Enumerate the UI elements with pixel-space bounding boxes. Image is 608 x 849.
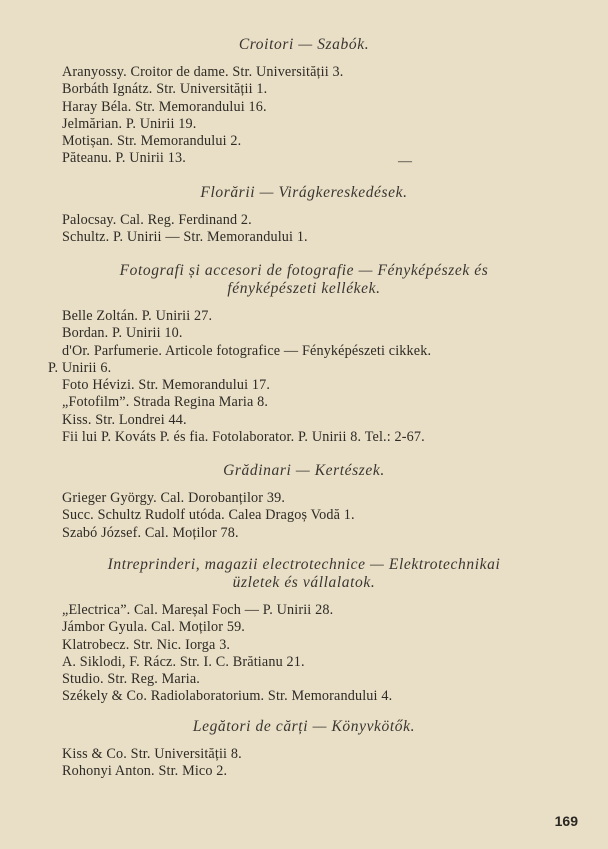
section-legatori <box>0 718 608 781</box>
list-item: Păteanu. P. Unirii 13. <box>62 150 186 167</box>
list-item: Foto Hévizi. Str. Memorandului 17. <box>62 377 271 394</box>
list-item: Succ. Schultz Rudolf utóda. Calea Dragoș Vodă 1. <box>62 507 355 524</box>
section-heading: Croitori — Szabók. <box>238 36 370 53</box>
section-heading-line-2: üzletek és vállalatok. <box>232 574 376 591</box>
list-item: Motișan. Str. Memorandului 2. <box>62 133 242 150</box>
list-item: Belle Zoltán. P. Unirii 27. <box>62 308 213 324</box>
page-number: 169 <box>554 813 578 829</box>
list-item-continuation: P. Unirii 6. <box>48 359 112 376</box>
list-item: Borbáth Ignátz. Str. Universității 1. <box>62 81 268 98</box>
list-item: Kiss & Co. Str. Universității 8. <box>62 746 242 762</box>
list-item: Jelmărian. P. Unirii 19. <box>62 115 197 132</box>
section-heading: Intreprinderi, magazii electrotechnice — Elektrotechnikai <box>107 556 501 573</box>
section-croitori <box>0 36 608 168</box>
section-heading: Fotografi și accesori de fotografie — Fényképészek és <box>119 262 489 279</box>
section-heading: Florării — Virágkereskedések. <box>200 184 408 201</box>
list-item: „Electrica”. Cal. Mareșal Foch — P. Unirii 28. <box>62 602 334 618</box>
list-item: Bordan. P. Unirii 10. <box>62 325 183 342</box>
list-item: Haray Béla. Str. Memorandului 16. <box>62 98 267 115</box>
section-heading: Grădinari — Kertészek. <box>223 462 385 479</box>
list-item: Aranyossy. Croitor de dame. Str. Universității 3. <box>62 64 344 80</box>
list-item: Fii lui P. Kováts P. és fia. Fotolaborator. P. Unirii 8. Tel.: 2-67. <box>62 429 425 446</box>
section-florarii <box>0 184 608 247</box>
section-gradinari <box>0 462 608 542</box>
list-item: Schultz. P. Unirii — Str. Memorandului 1. <box>62 229 308 246</box>
section-heading: Legători de cărți — Könyvkötők. <box>192 718 416 735</box>
list-item: Rohonyi Anton. Str. Mico 2. <box>62 763 228 780</box>
list-item: Grieger György. Cal. Dorobanților 39. <box>62 490 286 506</box>
section-heading-line-2: fényképészeti kellékek. <box>227 280 381 297</box>
list-item: Palocsay. Cal. Reg. Ferdinand 2. <box>62 212 252 228</box>
list-item: „Fotofilm”. Strada Regina Maria 8. <box>62 394 269 411</box>
trailing-dash: — <box>398 154 412 169</box>
list-item: Kiss. Str. Londrei 44. <box>62 411 187 428</box>
section-intreprinderi <box>0 556 608 706</box>
list-item: Székely & Co. Radiolaboratorium. Str. Memorandului 4. <box>62 688 393 705</box>
list-item: Jámbor Gyula. Cal. Moților 59. <box>62 619 246 636</box>
list-item: Studio. Str. Reg. Maria. <box>62 671 200 688</box>
list-item: Szabó József. Cal. Moților 78. <box>62 524 239 541</box>
section-fotografi <box>0 262 608 446</box>
list-item: A. Siklodi, F. Rácz. Str. I. C. Brătianu 21. <box>62 653 305 670</box>
list-item: Klatrobecz. Str. Nic. Iorga 3. <box>62 636 231 653</box>
list-item: d'Or. Parfumerie. Articole fotografice — Fényképészeti cikkek. <box>62 342 432 359</box>
